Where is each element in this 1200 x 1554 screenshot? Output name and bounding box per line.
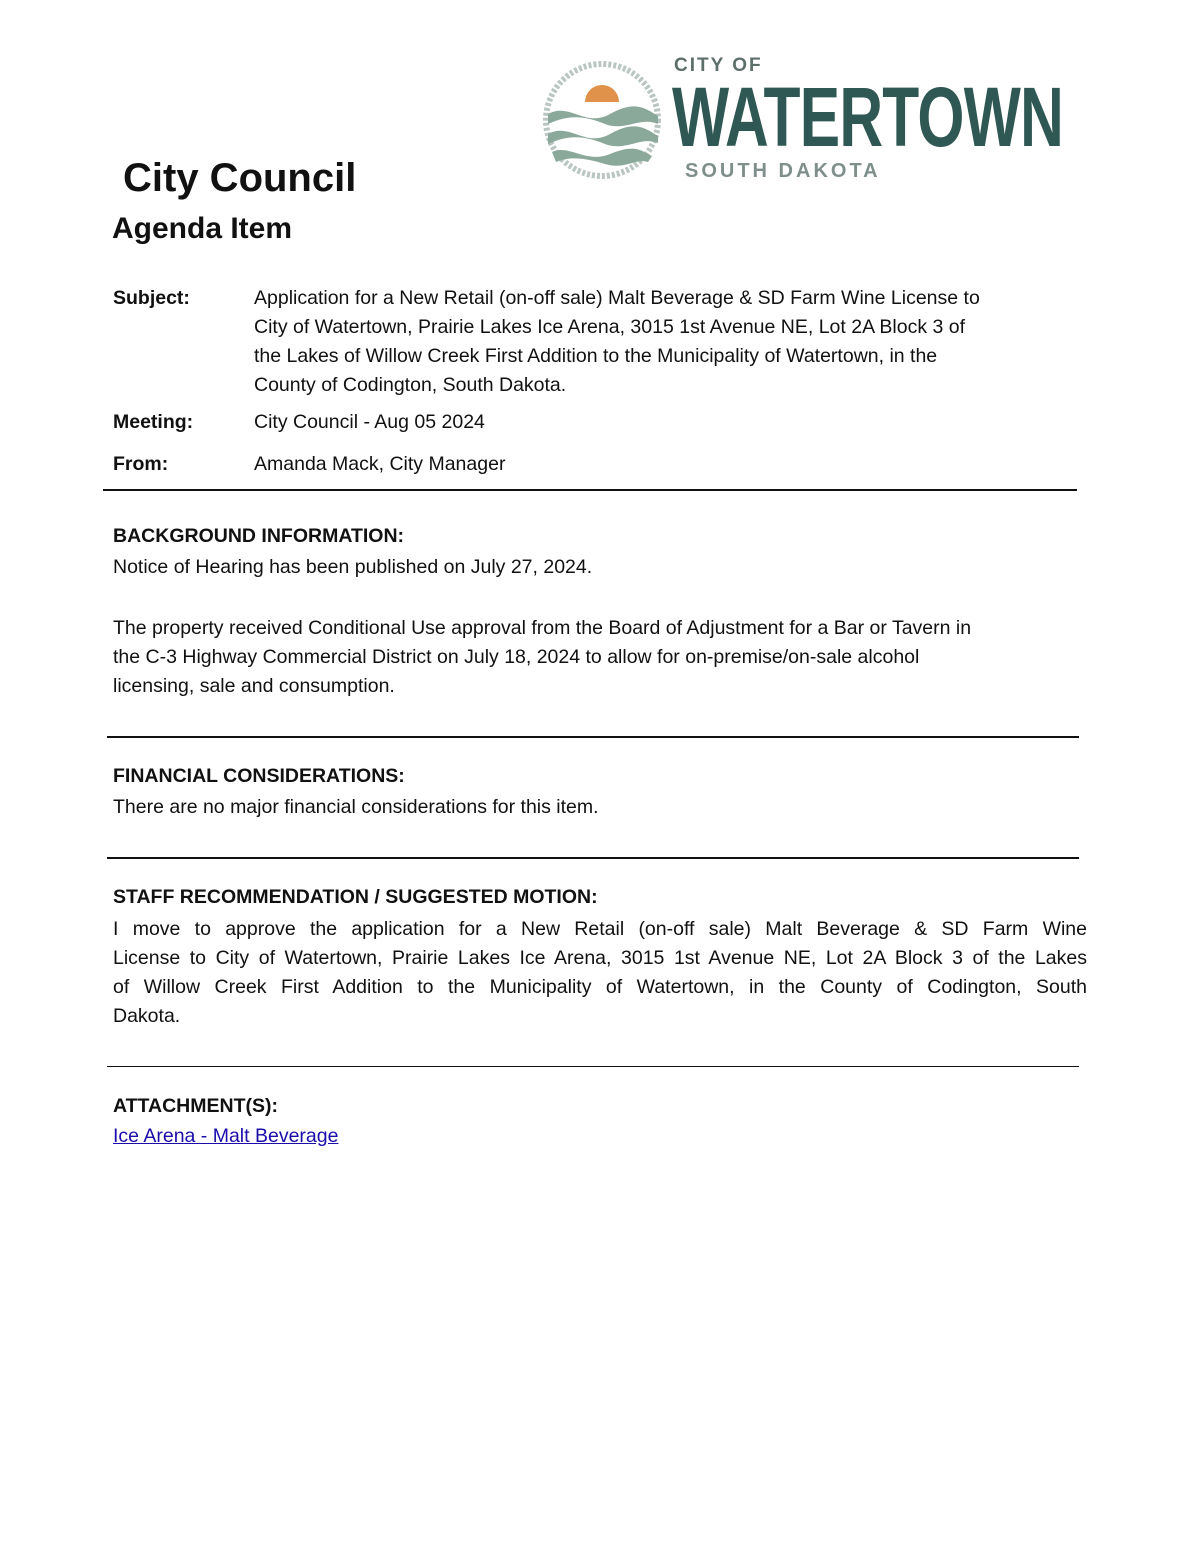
page-subtitle: Agenda Item [112,212,293,245]
attachments-heading: ATTACHMENT(S): [113,1095,278,1117]
financial-text: There are no major financial considerations for this item. [113,796,599,818]
divider [107,857,1079,859]
subject-value [254,284,980,400]
attachment-link[interactable]: Ice Arena - Malt Beverage [113,1125,339,1147]
subject-label: Subject: [113,287,190,309]
paragraph-line: licensing, sale and consumption. [113,675,395,697]
meeting-value: City Council - Aug 05 2024 [254,411,485,433]
background-paragraph [113,614,971,701]
city-logo [540,56,1085,186]
from-value: Amanda Mack, City Manager [254,453,506,475]
divider [107,1066,1079,1067]
subject-line: City of Watertown, Prairie Lakes Ice Arena, 3015 1st Avenue NE, Lot 2A Block 3 of [254,316,966,338]
logo-watertown: WATERTOWN [672,70,1064,164]
divider [107,736,1079,738]
page-title: City Council [123,156,357,200]
subject-line: the Lakes of Willow Creek First Addition to the Municipality of Watertown, in the [254,345,938,367]
divider [103,489,1077,491]
motion-line: License to City of Watertown, Prairie Lakes Ice Arena, 3015 1st Avenue NE, Lot 2A Block 3 of the Lakes [113,947,1087,969]
background-notice: Notice of Hearing has been published on July 27, 2024. [113,556,593,578]
paragraph-line: the C-3 Highway Commercial District on July 18, 2024 to allow for on-premise/on-sale alcohol [113,646,920,668]
city-seal-icon [540,58,665,183]
motion-line: I move to approve the application for a New Retail (on-off sale) Malt Beverage & SD Farm Wine [113,918,1087,940]
financial-heading: FINANCIAL CONSIDERATIONS: [113,765,405,787]
meeting-label: Meeting: [113,411,194,433]
staff-heading: STAFF RECOMMENDATION / SUGGESTED MOTION: [113,886,598,908]
subject-line: Application for a New Retail (on-off sale) Malt Beverage & SD Farm Wine License to [254,287,980,309]
motion-line: of Willow Creek First Addition to the Municipality of Watertown, in the County of Codington, South [113,976,1087,998]
logo-south-dakota: SOUTH DAKOTA [685,160,881,182]
from-label: From: [113,453,169,475]
staff-motion [113,915,1087,1031]
motion-line: Dakota. [113,1005,181,1027]
background-heading: BACKGROUND INFORMATION: [113,525,405,547]
paragraph-line: The property received Conditional Use approval from the Board of Adjustment for a Bar or Tavern in [113,617,972,639]
subject-line: County of Codington, South Dakota. [254,374,567,396]
logo-city-of: CITY OF [674,55,763,76]
